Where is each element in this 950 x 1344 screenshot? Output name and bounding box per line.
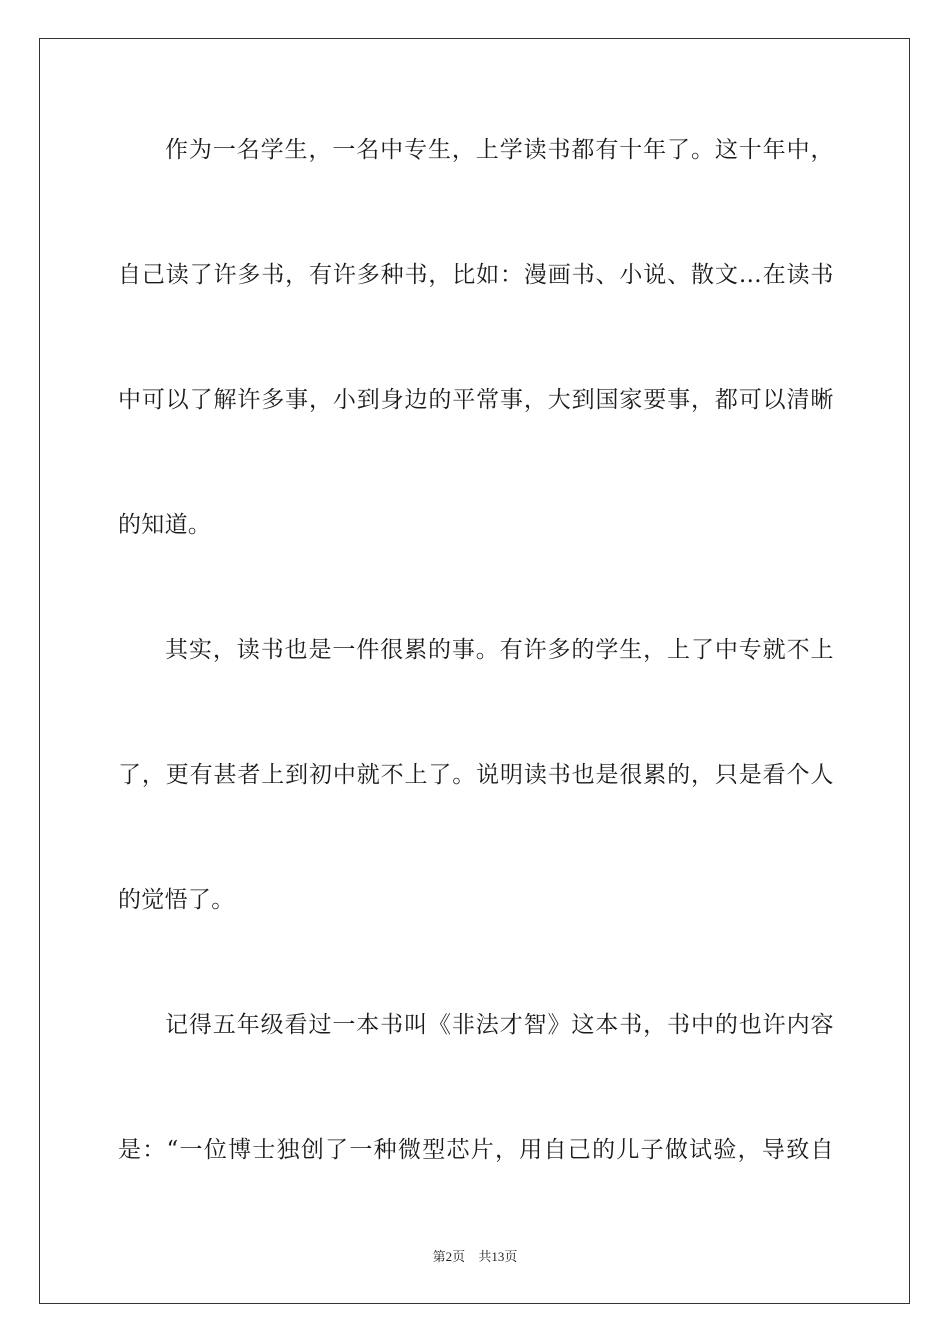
paragraph-line: 其 实 ， 读 书 也 是 一 件 很 累 的 事 。 有 许 多 的 学 生 ， 上 了 中 专 就 不 上 [165,637,834,663]
document-body [118,118,834,1243]
paragraph-line: 中 可 以 了 解 许 多 事 ， 小 到 身 边 的 平 常 事 ， 大 到 国 家 要 事 ， 都 可 以 清 晰 [118,387,834,413]
page-footer [0,1246,950,1265]
page-number: 第2页 [432,1249,466,1264]
paragraph-line: 了 ， 更 有 甚 者 上 到 初 中 就 不 上 了 。 说 明 读 书 也 是 很 累 的 ， 只 是 看 个 人 [118,762,834,788]
paragraph-line: 自 己 读 了 许 多 书 ， 有 许 多 种 书 ， 比 如 ： 漫 画 书 、 小 说 、 散 文 … 在 读 书 [118,262,834,288]
paragraph-line: 记 得 五 年 级 看 过 一 本 书 叫 《 非 法 才 智 》 这 本 书 ， 书 中 的 也 许 内 容 [165,1012,834,1038]
paragraph-line: 的知道。 [118,512,212,538]
paragraph-line: 的觉悟了。 [118,887,235,913]
page-total: 共13页 [478,1249,518,1264]
paragraph-line: 作 为 一 名 学 生 ， 一 名 中 专 生 ， 上 学 读 书 都 有 十 年 了 。 这 十 年 中 ， [165,137,834,163]
paragraph-line: 是 ： “ 一 位 博 士 独 创 了 一 种 微 型 芯 片 ， 用 自 己 的 儿 子 做 试 验 ， 导 致 自 [118,1137,834,1163]
